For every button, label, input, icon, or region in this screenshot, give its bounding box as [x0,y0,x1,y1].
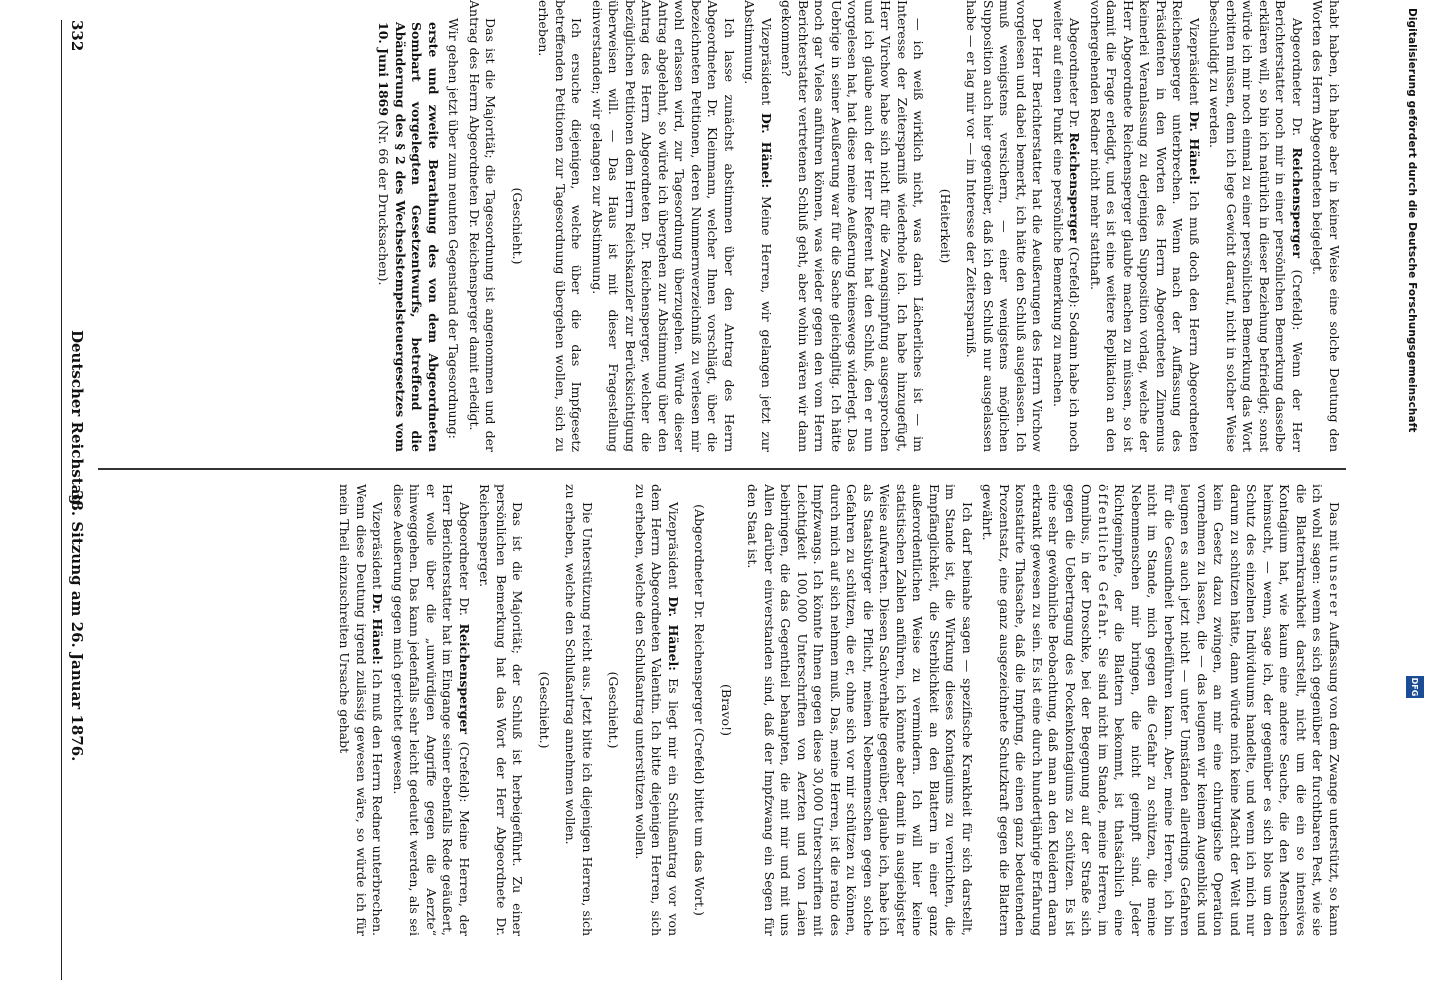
paragraph: Abgeordneter Dr. Reichensperger (Crefeld): Meine Herren, der Herr Berichterstatter hat im Eingange seiner ebenfalls Rede geäußert, er wolle über die „unwürdigen Angriffe gegen die Aerzte“ hinweggehen. Das kann jedenfalls sehr leicht gedeutet werden, als sei diese Aeußerung gegen mich gerichtet gewesen. [391,484,472,936]
speaker-name: Dr. Hänel: [1187,111,1202,185]
session-title: 38. Sitzung am 26. Januar 1876. [68,490,86,762]
paragraph: Vizepräsident Dr. Hänel: Meine Herren, wir gelangen jetzt zur Abstimmung. [742,0,774,452]
page-number: 332 [68,20,86,52]
paragraph: Vizepräsident Dr. Hänel: Ich muß doch den Herrn Abgeordneten Reichensperger unterbrechen. Wenn nach der Auffassung des Präsidenten in den Worten des Herrn Abgeordneten Zinnemus keinerlei Veranlassung zu derjenigen Supposition vorlag, welche der Herr Abgeordnete Reichensperger glaubte machen zu müssen, so ist damit die Frage erledigt, und es ist eine weitere Replikation an den vorhergehenden Redner nicht mehr statthaft. [1088,0,1202,452]
paragraph: Ich darf beinahe sagen — spezifische Krankheit für sich darstellt, im Stande ist, die Wirkung dieses Kontagiums zu vernichten, die Empfänglichkeit, die Sterblichkeit an den Blattern in einer ganz außerordentlichen Weise zu vermindern. Ich will hier keine statistischen Zahlen anführen, ich könnte aber damit in ausgiebigster Weise aufwarten. Diesen Sachverhalte gegenüber, glaube ich, habe ich als Staatsbürger die Pflicht, meinen Nebenmenschen gegen solche Gefahren zu schützen, die er, ohne sich vor mir schützen zu können, durch mich auf sich nehmen muß. Das, meine Herren, ist die ratio des Impfzwangs. Ich könnte Ihnen gegen diese 30,000 Unterschriften mit Leichtigkeit 100,000 Unterschriften von Aerzten und von Laien beibringen, die das Gegentheil behaupten, die mit mir und mit uns Allen darüber einverstanden sind, daß der Impfzwang ein Segen für den Staat ist. [745,484,975,936]
text-column-left [102,484,1342,936]
speaker-name: Dr. Hänel: [370,593,386,665]
paragraph: Ich ersuche diejenigen, welche über die das Impfgesetz betreffenden Petitionen zur Tagesordnung übergehen wollen, sich zu erheben. [536,0,585,452]
paragraph: Die Unterstützung reicht aus. Jetzt bitte ich diejenigen Herren, sich zu erheben, welche den Schlußantrag annehmen wollen. [563,484,595,936]
speaker-name: Reichensperger [1067,132,1083,243]
paragraph: Der Herr Berichterstatter hat die Aeußerungen des Herrn Virchow vorgelesen und dabei bemerkt, ich hätte den Schluß ausgelassen. Ich muß wenigstens versichern, — einer wenigstens möglichen Supposition auch hier gegenüber, daß ich den Schluß nur ausgelassen habe — er lag mir vor — im Interesse der Zeitersparniß. [964,0,1046,452]
paragraph: Das ist die Majorität; der Schluß ist herbeigeführt. Zu einer persönlichen Bemerkung hat das Wort der Herr Abgeordnete Dr. Reichensperger. [477,484,526,936]
agenda-item: erste und zweite Berathung des von dem Abgeordneten Sombart vorgelegten Gesetzentwurfs, betreffend die Abänderung des § 2 des Wechselstempelsteuergesetzes vom 10. Juni 1869 (Nr. 66 der Drucksachen). [376,22,441,452]
paragraph: Vizepräsident Dr. Hänel: Es liegt mir ein Schlußantrag vor von dem Herrn Abgeordneten Valentin. Ich bitte diejenigen Herren, sich zu erheben, welche den Schlußantrag unterstützen wollen. [633,484,681,936]
stage-direction: (Abgeordneter Dr. Reichensperger (Crefeld) bittet um das Wort.) [692,504,708,916]
paragraph: Abgeordneter Dr. Reichensperger (Crefeld): Sodann habe ich noch weiter auf einen Punkt eine persönliche Bemerkung zu machen. [1051,0,1083,452]
speaker-name: Reichensperger [1290,147,1305,258]
dfg-logo: DFG [1406,676,1424,698]
stage-direction: (Geschieht.) [606,671,622,749]
column-divider [98,468,1346,470]
paragraph: habt haben, ich habe aber in keiner Weise eine solche Deutung den Worten des Herrn Abgeordneten beigelegt. [1310,0,1342,452]
publication-title: Deutscher Reichstag. [68,330,86,511]
paragraph: Das mit unserer Auffassung von dem Zwange unterstützt, so kann ich wohl sagen: wenn es sich gegenüber der furchtbaren Pest, wie sie die Blatternkrankheit darstellt, nicht um die ein so intensives Kontagium hat, wie kaum eine andere Seuche, die den Menschen heimsucht, — wenn, sage ich, der gegenüber es sich blos um den Schutz des einzelnen Individuums handelte, und wenn ich mich nur darum zu schützen hätte, dann würde mich keine Macht der Welt und kein Gesetz dazu zwingen, an mir eine chirurgische Operation vornehmen zu lassen, die — das leugnen wir keinem Augenblick und leugnen es auch jetzt nicht — unter Umständen allerdings Gefahren für die Gesundheit herbeiführen kann. Aber, meine Herren, ich bin nicht im Stande, mich gegen die Gefahr zu schützen, die meine Nebenmenschen mir bringen, die nicht geimpft sind. Jeder Richtgeimpfte, der die Blattern bekommt, ist thatsächlich eine öffentliche Gefahr. Sie sind nicht im Stande, meine Herren, im Omnibus, in der Droschke, bei der Begegnung auf der Straße sich gegen die Uebertragung des Pockenkontagiums zu schützen. Es ist eine sehr gewöhnliche Beobachtung, daß man an den Kleidern daran erkrankt gewesen zu sein. Es ist eine durch hundertjährige Erfahrung konstatirte Thatsache, daß die Impfung, die einen ganz bedeutenden Prozentsatz, eine ganz ausgezeichnete Schutzkraft gegen die Blattern gewährt. [980,484,1342,936]
stage-direction: (Bravo!) [719,684,734,736]
speaker-name: Reichensperger [457,623,472,734]
digitization-note: Digitalisierung gefördert durch die Deutsche Forschungsgemeinschaft [1406,8,1418,433]
stage-direction: (Geschieht.) [537,671,552,749]
text-column-right [102,0,1342,452]
speaker-name: Dr. Hänel: [666,596,681,671]
paragraph: Vizepräsident Dr. Hänel: Ich muß den Herrn Redner unterbrechen. Wenn diese Deutung irgend zulässig gewesen wäre, so würde ich für mein Theil einzuschreiten Ursache gehabt [337,484,386,936]
paragraph: Ich lasse zunächst abstimmen über den Antrag des Herrn Abgeordneten Dr. Kleinmann, welcher Ihnen vorschlägt, über die bezeichneten Petitionen, deren Nummernverzeichniß zu verlesen mir wohl erlassen wird, zur Tagesordnung überzugehen. Würde dieser Antrag abgelehnt, so würde ich übergehen zur Abstimmung über den Antrag des Herrn Abgeordneten Dr. Reichensperger, welcher die bezüglichen Petitionen dem Herrn Reichskanzler zur Berücksichtigung überweisen will. — Das Haus ist mit dieser Fragestellung einverstanden; wir gelangen zur Abstimmung. [590,0,737,452]
paragraph: — ich weiß wirklich nicht, was darin Lächerliches ist — im Interesse der Zeitersparniß wiederhole ich. Ich habe hinzugefügt, Herr Virchow habe sich nicht für die Zwangsimpfung ausgesprochen und ich glaube auch der Herr Referent hat den Schluß, den er nun vorgelesen hat, hat diese meine Aeußerung keineswegs widerlegt. Das Uebrige in seiner Aeußerung war für die Sache gleichgiltig. Ich hätte noch gar Vieles anführen können, was wieder gegen den vom Herrn Berichterstatter vertretenen Schluß geht, aber wohin wären wir dann gekommen? [779,0,927,452]
paragraph: Abgeordneter Dr. Reichensperger (Crefeld): Wenn der Herr Berichterstatter noch mir in einer persönlichen Bemerkung dasselbe erklären will, so bin ich natürlich in dieser Beziehung befriedigt; sonst würde ich mir noch einmal zu einer persönlichen Bemerkung das Wort erbitten müssen, denn ich lege Gewicht darauf, nicht in solcher Weise beschuldigt zu werden. [1207,0,1305,452]
speaker-name: Dr. Hänel: [759,112,774,189]
running-header [61,20,92,980]
stage-direction: (Heiterkeit) [938,188,953,264]
paragraph: Wir gehen jetzt über zum neunten Gegenstand der Tagesordnung: [446,18,462,439]
stage-direction: (Geschieht.) [510,187,525,265]
paragraph: Das ist die Majorität; die Tagesordnung ist angenommen und der Antrag des Herrn Abgeordneten Dr. Reichensperger damit erledigt. [467,0,499,452]
